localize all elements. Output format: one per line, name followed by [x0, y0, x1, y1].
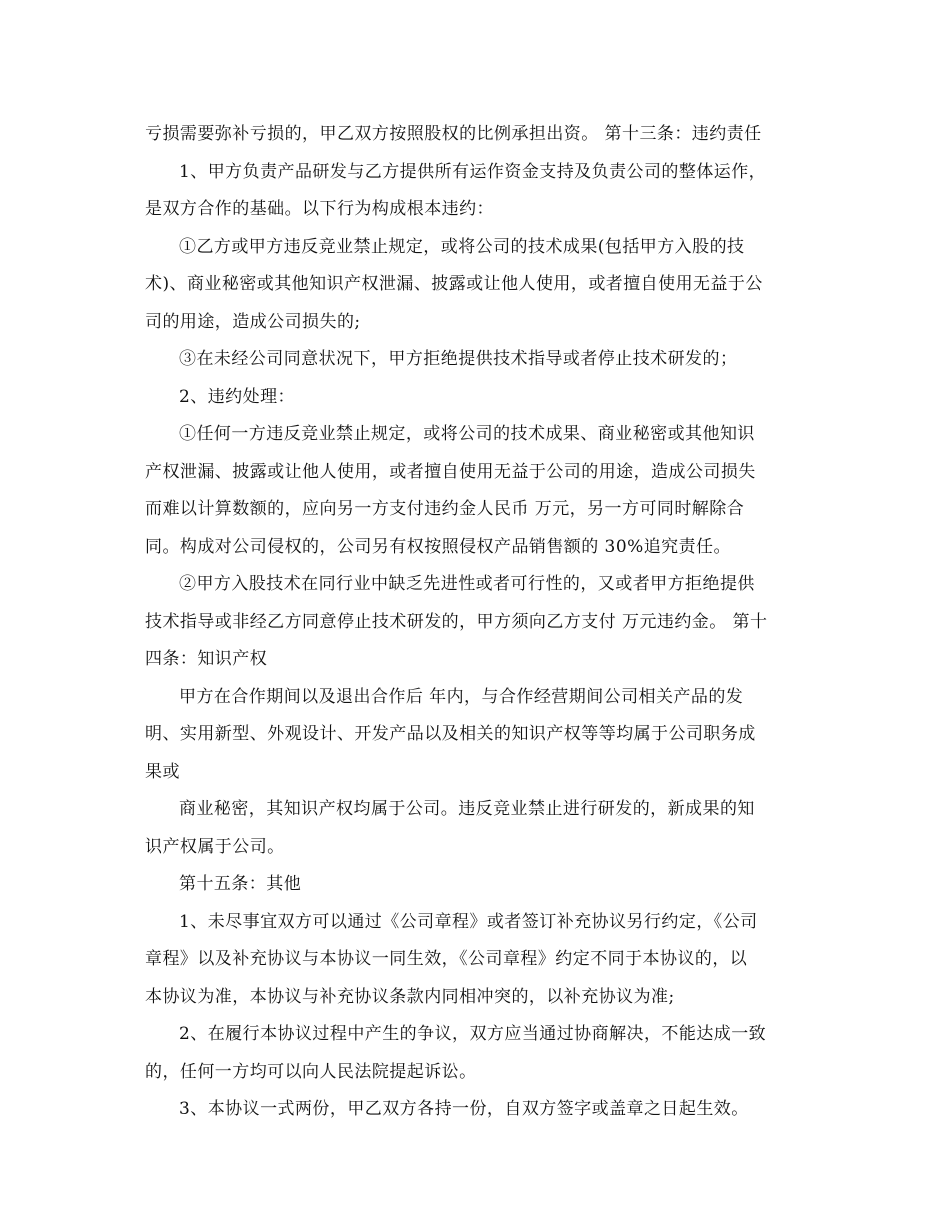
text-line: ①任何一方违反竞业禁止规定，或将公司的技术成果、商业秘密或其他知识 [179, 424, 755, 444]
text-line: 而难以计算数额的，应向另一方支付违约金人民币 万元，另一方可同时解除合 [145, 499, 745, 519]
text-line: 识产权属于公司。 [145, 836, 285, 857]
text-line: 第十五条：其他 [179, 874, 302, 894]
text-line: 3、本协议一式两份，甲乙双方各持一份，自双方签字或盖章之日起生效。 [179, 1099, 749, 1119]
text-line: 同。构成对公司侵权的，公司另有权按照侵权产品销售额的 30%追究责任。 [145, 536, 731, 557]
text-line: 甲方在合作期间以及退出合作后 年内，与合作经营期间公司相关产品的发 [179, 686, 744, 707]
text-line: 是双方合作的基础。以下行为构成根本违约： [145, 199, 494, 219]
text-line: 1、甲方负责产品研发与乙方提供所有运作资金支持及负责公司的整体运作， [179, 161, 767, 182]
text-line: 的，任何一方均可以向人民法院提起诉讼。 [145, 1061, 477, 1082]
text-line: 明、实用新型、外观设计、开发产品以及相关的知识产权等等均属于公司职务成 [145, 724, 756, 744]
text-line: ①乙方或甲方违反竞业禁止规定，或将公司的技术成果(包括甲方入股的技 [179, 236, 745, 257]
text-line: 2、违约处理： [179, 386, 295, 407]
text-line: 本协议为准，本协议与补充协议条款内同相冲突的，以补充协议为准; [145, 986, 675, 1007]
text-line: ③在未经公司同意状况下，甲方拒绝提供技术指导或者停止技术研发的； [179, 349, 738, 369]
document-body [145, 116, 815, 1129]
text-line: 技术指导或非经乙方同意停止技术研发的，甲方须向乙方支付 万元违约金。 第十 [145, 611, 768, 632]
text-line: 1、未尽事宜双方可以通过《公司章程》或者签订补充协议另行约定，《公司 [179, 911, 758, 932]
text-line: 产权泄漏、披露或让他人使用，或者擅自使用无益于公司的用途，造成公司损失 [145, 461, 756, 482]
text-line: 章程》以及补充协议与本协议一同生效，《公司章程》约定不同于本协议的，以 [145, 949, 748, 969]
text-line: 亏损需要弥补亏损的，甲乙双方按照股权的比例承担出资。 第十三条：违约责任 [145, 124, 762, 144]
text-line: 术)、商业秘密或其他知识产权泄漏、披露或让他人使用，或者擅自使用无益于公 [145, 274, 763, 294]
text-line: 商业秘密，其知识产权均属于公司。违反竞业禁止进行研发的，新成果的知 [179, 799, 755, 819]
text-line: 四条：知识产权 [145, 649, 268, 669]
text-line: 果或 [145, 761, 180, 782]
text-line: 2、在履行本协议过程中产生的争议，双方应当通过协商解决，不能达成一致 [179, 1024, 767, 1044]
text-line: 司的用途，造成公司损失的; [145, 311, 361, 332]
text-line: ②甲方入股技术在同行业中缺乏先进性或者可行性的，又或者甲方拒绝提供 [179, 574, 755, 594]
